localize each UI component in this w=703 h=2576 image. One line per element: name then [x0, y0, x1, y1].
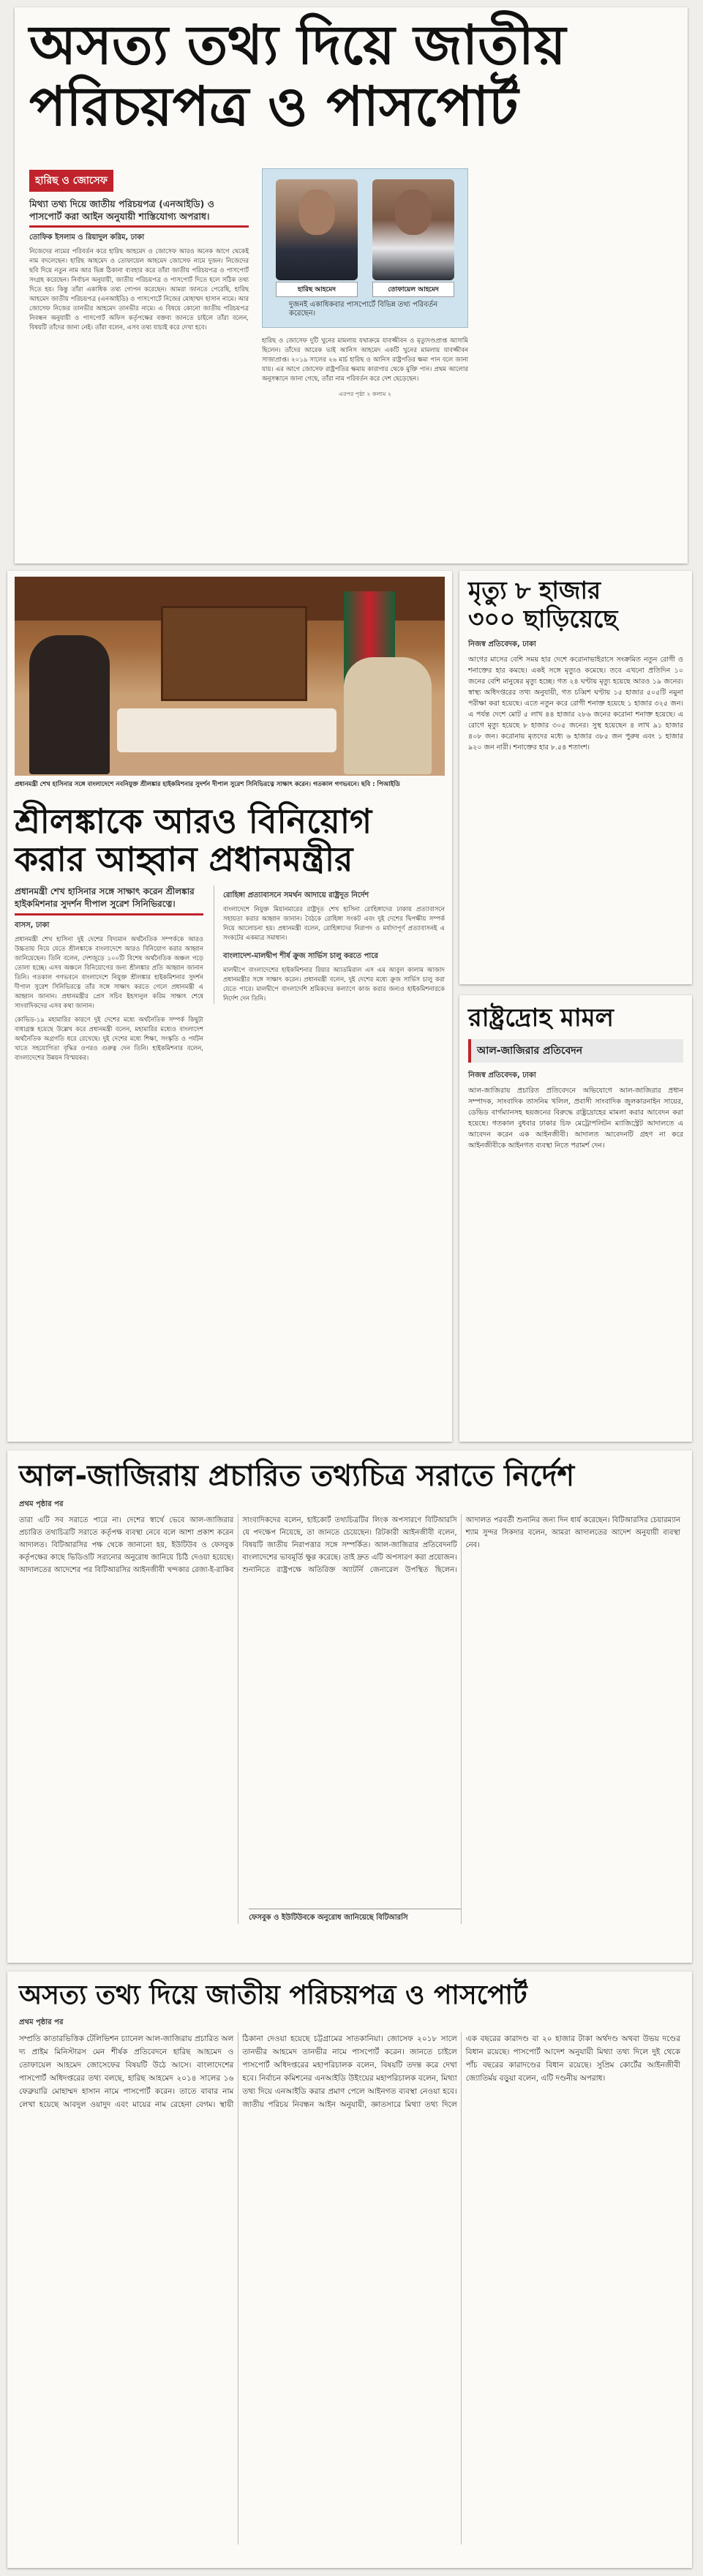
person-right	[344, 657, 432, 774]
body-col-1: প্রধানমন্ত্রী শেখ হাসিনা দুই দেশের বিদ্যমান অর্থনৈতিক সম্পর্ককে আরও উচ্চতায় নিয়ে যেতে শ্রীলঙ্কাকে বাংলাদেশে আরও বিনিয়োগ করার আহ্বান জানিয়েছেন। তিনি বলেন, দেশজুড়ে ১০০টি বিশেষ অর্থনৈতিক অঞ্চল গড়ে তোলা হচ্ছে। এসব অঞ্চলে বিনিয়োগের জন্য শ্রীলঙ্কার প্রতি আহ্বান জানান তিনি। গতকাল গণভবনে বাংলাদেশে নিযুক্ত শ্রীলঙ্কার হাইকমিশনার সুদর্শন দীপাল সুরেশ সিনিভিরত্নে তাঁর সঙ্গে সাক্ষাৎ করতে গেলে প্রধানমন্ত্রী এ আহ্বান জানান। প্রধানমন্ত্রীর প্রেস সচিব ইহসানুল করিম সাক্ষাৎ শেষে সাংবাদিকদের এসব কথা জানান।	[15, 936, 203, 1010]
deck: মিথ্যা তথ্য দিয়ে জাতীয় পরিচয়পত্র (এনআইডি) ও পাসপোর্ট করা আইন অনুযায়ী শাস্তিযোগ্য অপরাধ।	[29, 198, 214, 222]
body-left: নিজেদের নামের পরিবর্তন করে হারিছ আহমেদ ও জোসেফ আরও অনেক আগে থেকেই নাম বদলেছেন। হারিছ আহমেদ ও তোফায়েল আহমেদ জোসেফ নামে দুজন। নিজেদের ছবি দিয়ে নতুন নাম আর ভিন্ন ঠিকানা ব্যবহার করে তাঁরা জাতীয় পরিচয়পত্র ও পাসপোর্ট সংগ্রহ করেছেন। নির্বাচন অনুযায়ী, জাতীয় পরিচয়পত্র ও পাসপোর্ট দিতে হলে সঠিক তথ্য দিতে হয়। কিন্তু তাঁরা একাধিক তথ্য গোপন করেছেন। আমরা জানতে পেরেছি, হারিছ আহমেদ জাতীয় পরিচয়পত্র (এনআইডি) ও পাসপোর্টে নিজের মোহাম্মদ হাসান নামে। আর জোসেফ নিজের তানভীর আহমেদ তানভীর নামে। এ বিষয়ে কোনো জাতীয় পরিচয়পত্র নিবন্ধন অনুযায়ী ও পাসপোর্ট অফিস কর্তৃপক্ষের বক্তব্য জানতে চাইলে তাঁরা বলেন, বিষয়টি তাঁদের জানা নেই। তাঁরা বলেন, এসব তথ্য যাচাই করে দেখা হবে।	[29, 248, 249, 332]
article-sri-lanka	[7, 571, 452, 1442]
body-col-2b: মালদ্বীপে বাংলাদেশের হাইকমিশনার রিয়ার অ্যাডমিরাল এস এম আবুল কালাম আজাদ প্রধানমন্ত্রীর সঙ্গে সাক্ষাৎ করেন। প্রধানমন্ত্রী বলেন, দুই দেশের মধ্যে ক্রুজ সার্ভিস চালু করা যেতে পারে। মালদ্বীপে বাংলাদেশি শ্রমিকদের কল্যাণে কাজ করার জন্যও হাইকমিশনারকে নির্দেশ দেন তিনি।	[223, 967, 445, 1003]
article-nid-passport-front	[15, 7, 688, 564]
article-nid-passport-continued	[7, 1972, 692, 2568]
body: আল-জাজিরায় প্রচারিত প্রতিবেদনে অভিযোগে আল-জাজিরার প্রধান সম্পাদক, সাংবাদিক তাসনিম খলিল, প্রবাসী সাংবাদিক জুলকারনাইন সায়ের, ডেভিড বার্গম্যানসহ ছয়জনের বিরুদ্ধে রাষ্ট্রদ্রোহের মামলা করার আবেদন করা হয়েছে। গতকাল বুধবার ঢাকার চিফ মেট্রোপলিটন ম্যাজিস্ট্রেট আদালতে এ আবেদন করেন এক আইনজীবী। আদালত আবেদনটি গ্রহণ না করে আইনজীবীকে আইনগত ব্যবস্থা নিতে পরামর্শ দেন।	[468, 1086, 683, 1150]
body-right: হারিছ ও জোসেফ দুটি খুনের মামলায় যথাক্রমে যাবজ্জীবন ও মৃত্যুদণ্ডপ্রাপ্ত আসামি ছিলেন। তাঁদের আরেক ভাই আনিস আহমেদ একটি খুনের মামলায় যাবজ্জীবন সাজাপ্রাপ্ত। ২০১৯ সালের ২৬ মার্চ হারিছ ও আনিস রাষ্ট্রপতির ক্ষমা পান বলে জানা যায়। এর আগে জোসেফ রাষ্ট্রপতির ক্ষমায় কারাগার থেকে মুক্তি পান। প্রথম আলোর অনুসন্ধানে জানা গেছে, তাঁরা নাম পরিবর্তন করে দেশ ছেড়েছেন।	[262, 337, 468, 383]
byline: নিজস্ব প্রতিবেদক, ঢাকা	[468, 1071, 536, 1079]
subhead-rohingya: রোহিঙ্গা প্রত্যাবাসনে সমর্থন আদায়ে রাষ্ট্রদূত নির্দেশ	[223, 891, 369, 899]
portrait-haris	[276, 179, 358, 280]
headline-line-1: মৃত্যু ৮ হাজার	[468, 576, 601, 604]
headline-line-2: ৩০০ ছাড়িয়েছে	[468, 604, 618, 633]
article-sedition-case	[459, 995, 692, 1442]
name-label-tofael: তোফায়েল আহমেদ	[372, 282, 454, 297]
name-label-haris: হারিছ আহমেদ	[276, 282, 358, 297]
headline: অসত্য তথ্য দিয়ে জাতীয় পরিচয়পত্র ও পাসপোর্ট	[19, 1980, 527, 2010]
divider	[29, 225, 249, 228]
kicker: আল-জাজিরার প্রতিবেদন	[468, 1039, 683, 1063]
byline: তোফিক ইসলাম ও রিয়াদুল করিম, ঢাকা	[29, 233, 145, 242]
headline-line-2: করার আহ্বান প্রধানমন্ত্রীর	[15, 839, 353, 880]
body-col-2: বাংলাদেশে নিযুক্ত মিয়ানমারের রাষ্ট্রদূত শেখ হাসিনা রোহিঙ্গাদের ঢাকায় প্রত্যাবাসনে সহায়তা করার আহ্বান জানান। বৈঠকে রোহিঙ্গা সংকট এবং দুই দেশের দ্বিপক্ষীয় সম্পর্ক নিয়ে আলোচনা হয়। প্রধানমন্ত্রী বলেন, রোহিঙ্গাদের নিরাপদ ও মর্যাদাপূর্ণ প্রত্যাবাসনই এ সংকটের একমাত্র সমাধান।	[223, 906, 445, 942]
deck: প্রধানমন্ত্রী শেখ হাসিনার সঙ্গে সাক্ষাৎ করেন শ্রীলঙ্কার হাইকমিশনার সুদর্শন দীপাল সুরেশ সিনিভিরত্নে।	[15, 886, 195, 909]
byline: নিজস্ব প্রতিবেদক, ঢাকা	[468, 640, 536, 649]
photo-caption: প্রধানমন্ত্রী শেখ হাসিনার সঙ্গে বাংলাদেশে নবনিযুক্ত শ্রীলঙ্কার হাইকমিশনার সুদর্শন দীপাল সুরেশ সিনিভিরত্নে সাক্ষাৎ করেন। গতকাল গণভবনে। ছবি : পিআইডি	[15, 781, 400, 788]
kicker: হারিছ ও জোসেফ	[29, 170, 113, 192]
divider	[15, 913, 203, 916]
meeting-photo	[15, 577, 445, 776]
photo-caption: দুজনই একাধিকবার পাসপোর্টে বিভিন্ন তথ্য পরিবর্তন করেছেন।	[289, 301, 438, 318]
byline: বাসস, ঢাকা	[15, 921, 50, 929]
article-covid-deaths	[459, 571, 692, 984]
body-col-1b: কোভিড-১৯ মহামারির কারণে দুই দেশের মধ্যে অর্থনৈতিক সম্পর্ক কিছুটা বাধাগ্রস্ত হয়েছে উল্লেখ করে প্রধানমন্ত্রী বলেন, মহামারির মধ্যেও বাংলাদেশ অর্থনৈতিক অগ্রগতি ধরে রেখেছে। দুই দেশের মধ্যে শিক্ষা, সংস্কৃতি ও পর্যটন খাতে সহযোগিতা বৃদ্ধির ওপরও গুরুত্ব দেন তিনি। হাইকমিশনার বলেন, বাংলাদেশের উন্নয়ন বিস্ময়কর।	[15, 1016, 203, 1062]
body: আগের মাসের বেশি সময় হার দেশে করোনাভাইরাসে সংক্রমিত নতুন রোগী ও শনাক্তের হার কমছে। একই সঙ্গে মৃত্যুও কমেছে। তবে এখনো প্রতিদিন ১০ জনের বেশি মানুষের মৃত্যু হচ্ছে। গত ২৪ ঘণ্টায় মৃত্যু হয়েছে আরও ১৯ জনের। স্বাস্থ্য অধিদপ্তরের তথ্য অনুযায়ী, গত চব্বিশ ঘণ্টায় ১৫ হাজার ৫০৫টি নমুনা পরীক্ষা করা হয়েছে। এতে নতুন করে রোগী শনাক্ত হয়েছে ১ হাজার ৩২৫ জন। এ পর্যন্ত দেশে মোট ৫ লাখ ৪৪ হাজার ২৮৬ জনের করোনা শনাক্ত হয়েছে। এ রোগে মৃত্যু হয়েছে ৮ হাজার ৩০৫ জনের। সুস্থ হয়েছেন ৪ লাখ ৯১ হাজার ৪০৮ জন। করোনায় মৃতদের মধ্যে ৬ হাজার ৩৮৫ জন পুরুষ এবং ১ হাজার ৯২০ জন নারী। শনাক্তের হার ৮.৫৪ শতাংশ।	[468, 656, 683, 752]
body: তারা এটি সব সরাতে পারে না। দেশের স্বার্থে ভেবে আল-জাজিরার প্রচারিত তথ্যচিত্রটি সরাতে কর্তৃপক্ষ ব্যবস্থা নেবে বলে আশা প্রকাশ করেন আদালত। বিটিআরসির পক্ষ থেকে জানানো হয়, ইউটিউব ও ফেসবুক কর্তৃপক্ষের কাছে ভিডিওটি সরানোর অনুরোধ জানিয়ে চিঠি দেওয়া হয়েছে। আদালতের আদেশের পর বিটিআরসির আইনজীবী খন্দকার রেজা-ই-রাকিব সাংবাদিকদের বলেন, হাইকোর্ট তথ্যচিত্রটির লিংক অপসারণে বিটিআরসি যে পদক্ষেপ নিয়েছে, তা জানতে চেয়েছেন। রিটকারী আইনজীবী বলেন, বিষয়টি জাতীয় নিরাপত্তার সঙ্গে সম্পর্কিত। আল-জাজিরার প্রতিবেদনটি বাংলাদেশের ভাবমূর্তি ক্ষুণ্ণ করেছে। তাই দ্রুত এটি অপসারণ করা প্রয়োজন। শুনানিতে রাষ্ট্রপক্ষে অতিরিক্ত অ্যাটর্নি জেনারেল উপস্থিত ছিলেন। আদালত পরবর্তী শুনানির জন্য দিন ধার্য করেছেন। বিটিআরসির চেয়ারম্যান শ্যাম সুন্দর সিকদার বলেন, আমরা আদালতের আদেশ অনুযায়ী ব্যবস্থা নেব।	[19, 1516, 680, 1574]
headline: আল-জাজিরায় প্রচারিত তথ্যচিত্র সরাতে নির্দেশ	[19, 1459, 575, 1493]
headline: রাষ্ট্রদ্রোহ মামল	[468, 1003, 614, 1033]
body: সম্প্রতি কাতারভিত্তিক টেলিভিশন চ্যানেল আল-জাজিরায় প্রচারিত অল দ্য প্রাইম মিনিস্টারস মেন শীর্ষক প্রতিবেদনে হারিছ আহমেদ ও তোফায়েল আহমেদ জোসেফের বিষয়টি উঠে আসে। বাংলাদেশের পাসপোর্ট অধিদপ্তরের তথ্য বলছে, হারিছ আহমেদ ২০১৪ সালের ১৬ ফেব্রুয়ারি মোহাম্মদ হাসান নামে পাসপোর্ট করেন। তাতে বাবার নাম লেখা হয়েছে আবদুল ওয়াদুদ এবং মায়ের নাম রেহেনা বেগম। স্থায়ী ঠিকানা দেওয়া হয়েছে চট্টগ্রামের সাতকানিয়া। জোসেফ ২০১৮ সালে তানভীর আহমেদ তানভীর নামে পাসপোর্ট করেন। জানতে চাইলে পাসপোর্ট অধিদপ্তরের মহাপরিচালক বলেন, বিষয়টি তদন্ত করে দেখা হবে। নির্বাচন কমিশনের এনআইডি উইংয়ের মহাপরিচালক বলেন, মিথ্যা তথ্য দিয়ে এনআইডি করার প্রমাণ পেলে আইনগত ব্যবস্থা নেওয়া হবে। জাতীয় পরিচয় নিবন্ধন আইন অনুযায়ী, জ্ঞাতসারে মিথ্যা তথ্য দিলে এক বছরের কারাদণ্ড বা ২০ হাজার টাকা অর্থদণ্ড অথবা উভয় দণ্ডের বিধান রয়েছে। পাসপোর্ট আদেশ অনুযায়ী মিথ্যা তথ্য দিলে দুই থেকে পাঁচ বছরের কারাদণ্ডের বিধান রয়েছে। সুপ্রিম কোর্টের আইনজীবী জ্যোতির্ময় বড়ুয়া বলেন, এটি দণ্ডনীয় অপরাধ।	[19, 2034, 680, 2109]
continued-note: এরপর পৃষ্ঠা ২ কলাম ২	[338, 391, 392, 397]
subhead-facebook-youtube: ফেসবুক ও ইউটিউবকে অনুরোধ জানিয়েছে বিটিআরসি	[249, 1909, 461, 1925]
headline-line-1: অসত্য তথ্য দিয়ে জাতীয়	[29, 14, 566, 77]
portrait-panel	[262, 168, 468, 328]
headline-line-1: শ্রীলঙ্কাকে আরও বিনিয়োগ	[15, 801, 372, 841]
continued-from: প্রথম পৃষ্ঠার পর	[19, 1500, 64, 1508]
person-left	[29, 635, 110, 774]
headline-line-2: পরিচয়পত্র ও পাসপোর্ট	[29, 75, 519, 138]
portrait-tofael	[372, 179, 454, 280]
subhead-maldives: বাংলাদেশ-মালদ্বীপ শীর্ষ ক্রুজ সার্ভিস চালু করতে পারে	[223, 952, 378, 960]
continued-from: প্রথম পৃষ্ঠার পর	[19, 2018, 64, 2026]
article-aljazeera-removal	[7, 1450, 692, 1963]
